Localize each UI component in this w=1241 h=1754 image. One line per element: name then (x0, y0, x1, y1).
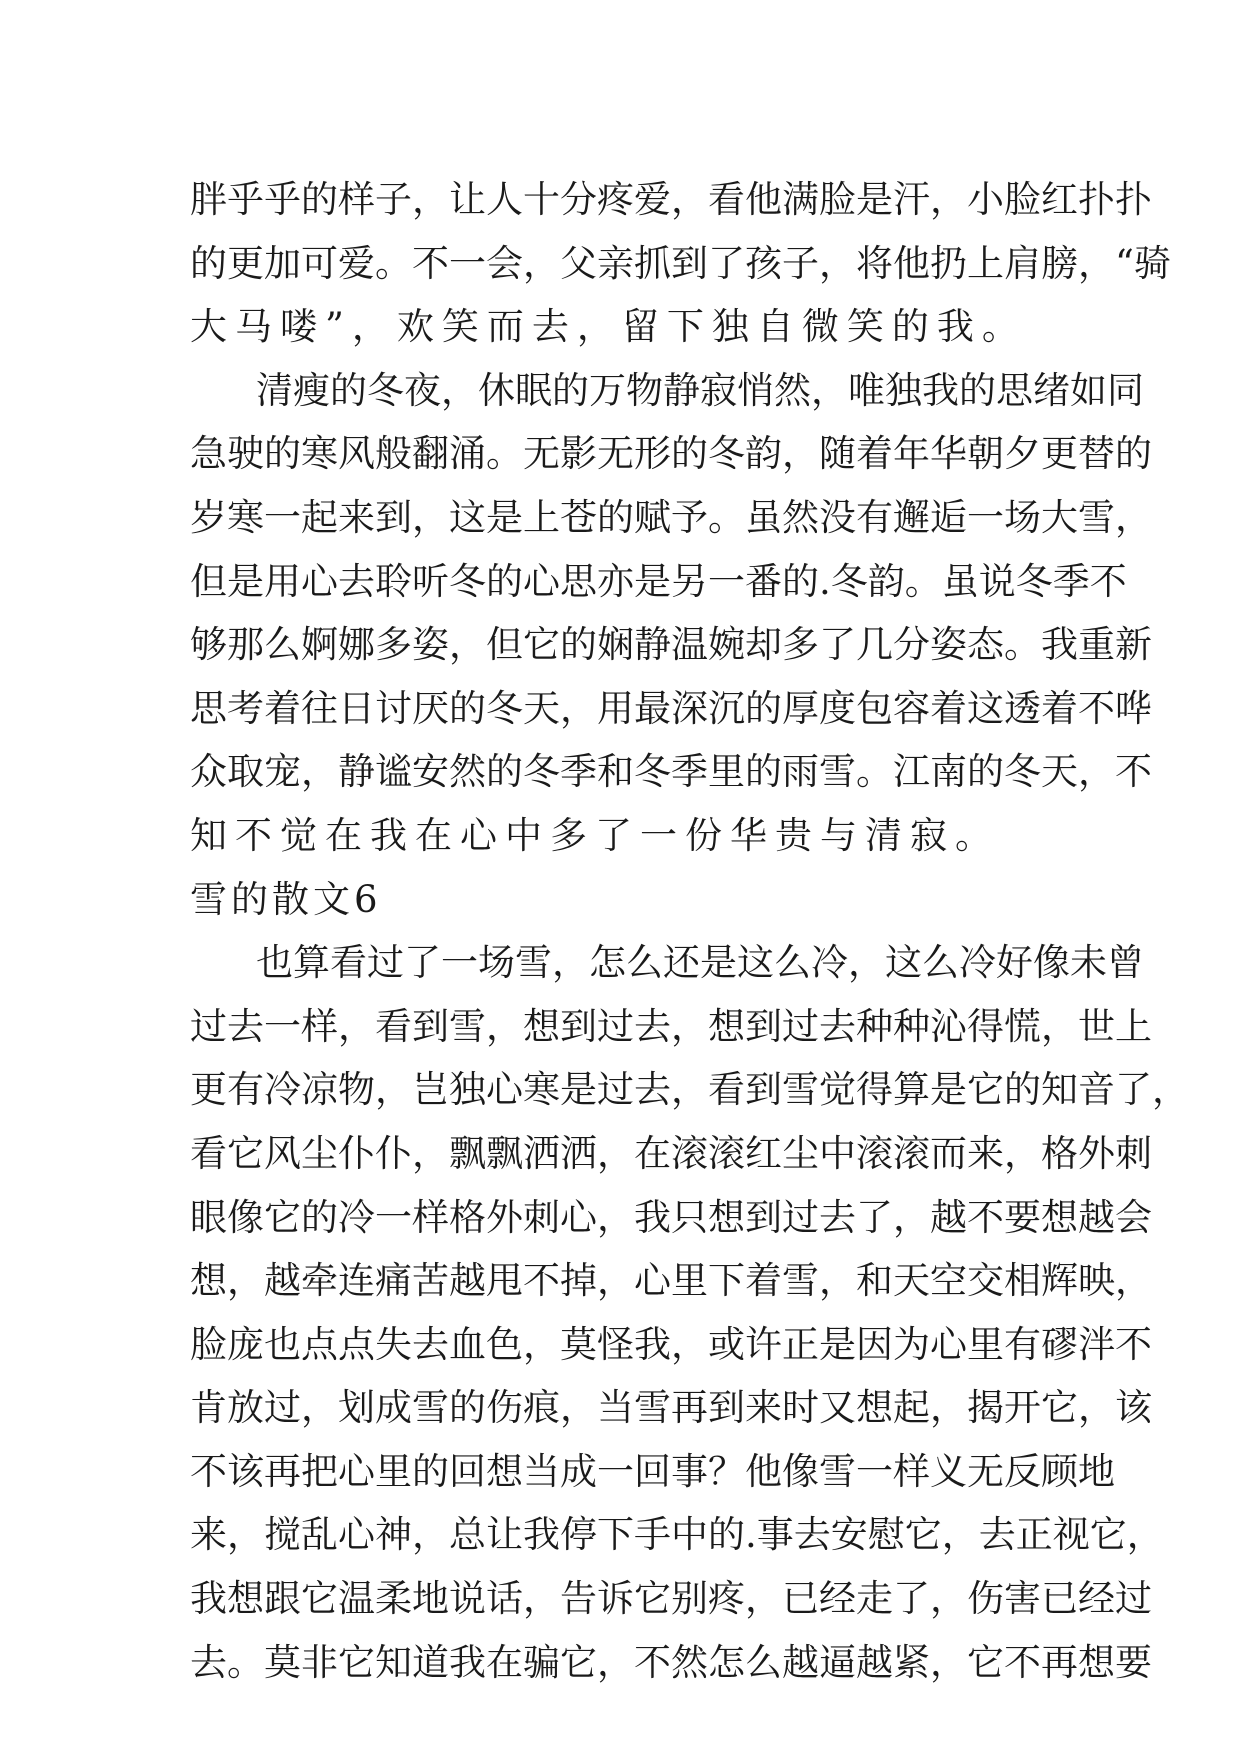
section-title: 雪的散文6 (190, 877, 382, 921)
text-line: 胖 乎 乎 的 样 子 ， 让 人 十 分 疼 爱 ， 看 他 满 脸 是 汗 ， 小 脸 红 扑 扑 (190, 178, 1152, 221)
text-line: 我 想 跟 它 温 柔 地 说 话 ， 告 诉 它 别 疼 ， 已 经 走 了 ， 伤 害 已 经 过 (190, 1577, 1152, 1621)
text-line: 的 更 加 可 爱 。 不 一 会 ， 父 亲 抓 到 了 孩 子 ， 将 他 扔 上 肩 膀 ， “ 骑 (190, 241, 1171, 285)
text-line: 岁 寒 一 起 来 到 ， 这 是 上 苍 的 赋 予 。 虽 然 没 有 邂 逅 一 场 大 雪 ， (190, 495, 1152, 539)
text-line: 肯 放 过 ， 划 成 雪 的 伤 痕 ， 当 雪 再 到 来 时 又 想 起 ， 揭 开 它 ， 该 (190, 1386, 1152, 1430)
text-line: 急 驶 的 寒 风 般 翻 涌 。 无 影 无 形 的 冬 韵 ， 随 着 年 华 朝 夕 更 替 的 (190, 432, 1152, 476)
document-body (190, 168, 1189, 1694)
text-line: 想 ， 越 牵 连 痛 苦 越 甩 不 掉 ， 心 里 下 着 雪 ， 和 天 空 交 相 辉 映 ， (190, 1259, 1152, 1303)
text-line: 眼 像 它 的 冷 一 样 格 外 刺 心 ， 我 只 想 到 过 去 了 ， 越 不 要 想 越 会 (190, 1195, 1152, 1239)
text-line: 知不觉在我在心中多了一份华贵与清寂。 (190, 813, 1000, 857)
text-line: 去 。 莫 非 它 知 道 我 在 骗 它 ， 不 然 怎 么 越 逼 越 紧 ， 它 不 再 想 要 (190, 1640, 1152, 1684)
text-line: 更 有 冷 凉 物 ， 岂 独 心 寒 是 过 去 ， 看 到 雪 觉 得 算 是 它 的 知 音 了 ， (190, 1068, 1189, 1112)
text-line: 够 那 么 婀 娜 多 姿 ， 但 它 的 娴 静 温 婉 却 多 了 几 分 姿 态 。 我 重 新 (190, 623, 1152, 667)
paragraph-3 (190, 931, 1189, 1694)
paragraph-1 (190, 168, 1171, 359)
text-line: 不 该 再 把 心 里 的 回 想 当 成 一 回 事 ？ 他 像 雪 一 样 义 无 反 顾 地 (190, 1449, 1115, 1493)
paragraph-2 (190, 359, 1152, 868)
text-line: 清 瘦 的 冬 夜 ， 休 眠 的 万 物 静 寂 悄 然 ， 唯 独 我 的 思 绪 如 同 (256, 368, 1144, 412)
text-line: 大马喽”，欢笑而去，留下独自微笑的我。 (190, 305, 1027, 349)
text-line: 思 考 着 往 日 讨 厌 的 冬 天 ， 用 最 深 沉 的 厚 度 包 容 着 这 透 着 不 哗 (190, 686, 1152, 730)
text-line: 但 是 用 心 去 聆 听 冬 的 心 思 亦 是 另 一 番 的 . 冬 韵 。 虽 说 冬 季 不 (190, 559, 1127, 603)
text-line: 看 它 风 尘 仆 仆 ， 飘 飘 洒 洒 ， 在 滚 滚 红 尘 中 滚 滚 而 来 ， 格 外 刺 (190, 1131, 1152, 1175)
text-line: 脸 庞 也 点 点 失 去 血 色 ， 莫 怪 我 ， 或 许 正 是 因 为 心 里 有 磟 泮 不 (190, 1322, 1152, 1366)
text-line: 过 去 一 样 ， 看 到 雪 ， 想 到 过 去 ， 想 到 过 去 种 种 沁 得 慌 ， 世 上 (190, 1004, 1152, 1048)
text-line: 来 ， 搅 乱 心 神 ， 总 让 我 停 下 手 中 的 . 事 去 安 慰 它 ， 去 正 视 它 ， (190, 1513, 1164, 1557)
text-line: 众 取 宠 ， 静 谧 安 然 的 冬 季 和 冬 季 里 的 雨 雪 。 江 南 的 冬 天 ， 不 (190, 750, 1152, 794)
text-line: 也 算 看 过 了 一 场 雪 ， 怎 么 还 是 这 么 冷 ， 这 么 冷 好 像 未 曾 (256, 941, 1144, 985)
